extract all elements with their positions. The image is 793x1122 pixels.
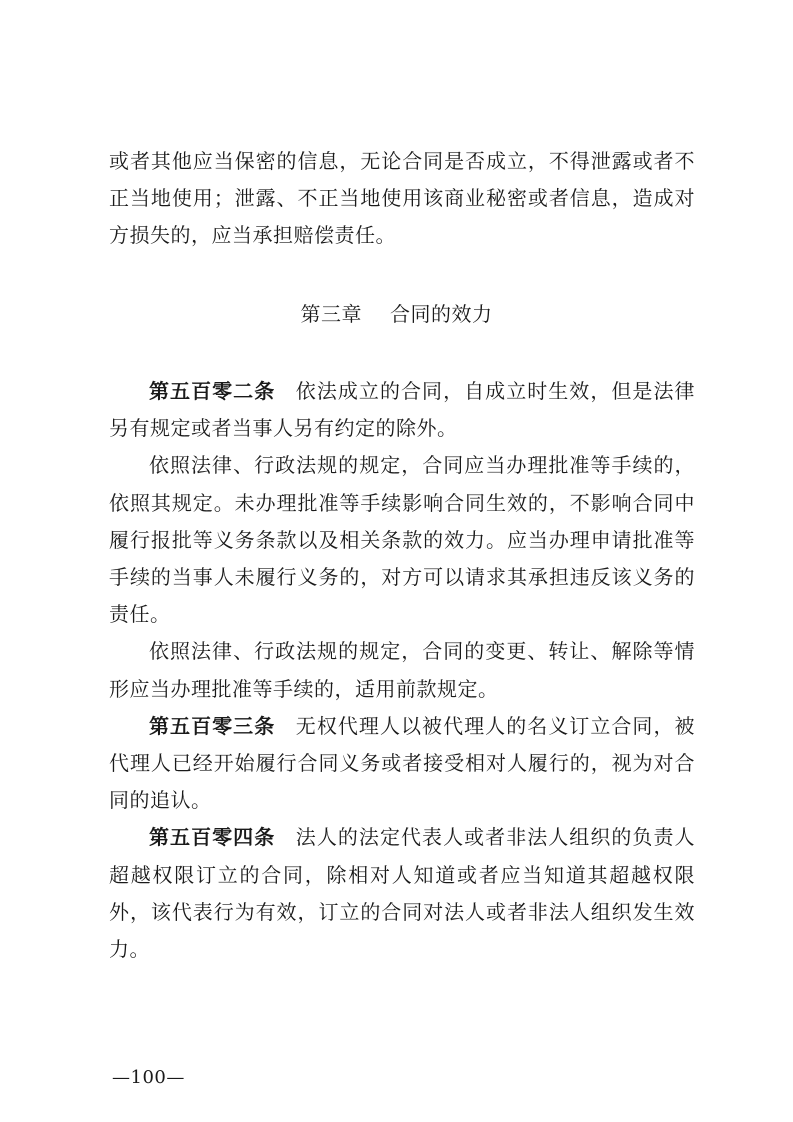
article-paragraph — [109, 708, 695, 820]
article-label: 第五百零二条 — [149, 379, 276, 403]
chapter-title: 合同的效力 — [390, 302, 493, 326]
chapter-number: 第三章 — [300, 302, 362, 326]
article-text: 依法成立的合同，自成立时生效，但是法律另有规定或者当事人另有约定的除外。 — [109, 379, 696, 441]
article-label: 第五百零四条 — [149, 825, 276, 850]
article-paragraph: 依照法律、行政法规的规定，合同应当办理批准等手续的，依照其规定。未办理批准等手续影响合同生效的，不影响合同中履行报批等义务条款以及相关条款的效力。应当办理申请批准等手续的当事人未履行义务的，对方可以请求其承担违反该义务的责任。 — [109, 453, 695, 627]
article-paragraph: 依照法律、行政法规的规定，合同的变更、转让、解除等情形应当办理批准等手续的，适用前款规定。 — [109, 639, 695, 701]
chapter-heading — [0, 296, 793, 332]
article-text: 无权代理人以被代理人的名义订立合同，被代理人已经开始履行合同义务或者接受相对人履行的，视为对合同的追认。 — [109, 713, 696, 813]
continuation-block — [109, 143, 695, 255]
articles-block — [109, 373, 695, 968]
article-paragraph — [109, 819, 695, 968]
article-label: 第五百零三条 — [149, 713, 276, 738]
continuation-paragraph: 或者其他应当保密的信息，无论合同是否成立，不得泄露或者不正当地使用；泄露、不正当地使用该商业秘密或者信息，造成对方损失的，应当承担赔偿责任。 — [109, 149, 695, 248]
article-text: 法人的法定代表人或者非法人组织的负责人超越权限订立的合同，除相对人知道或者应当知道其超越权限外，该代表行为有效，订立的合同对法人或者非法人组织发生效力。 — [109, 825, 696, 962]
page-number: —100— — [112, 1067, 185, 1088]
article-paragraph — [109, 373, 695, 447]
